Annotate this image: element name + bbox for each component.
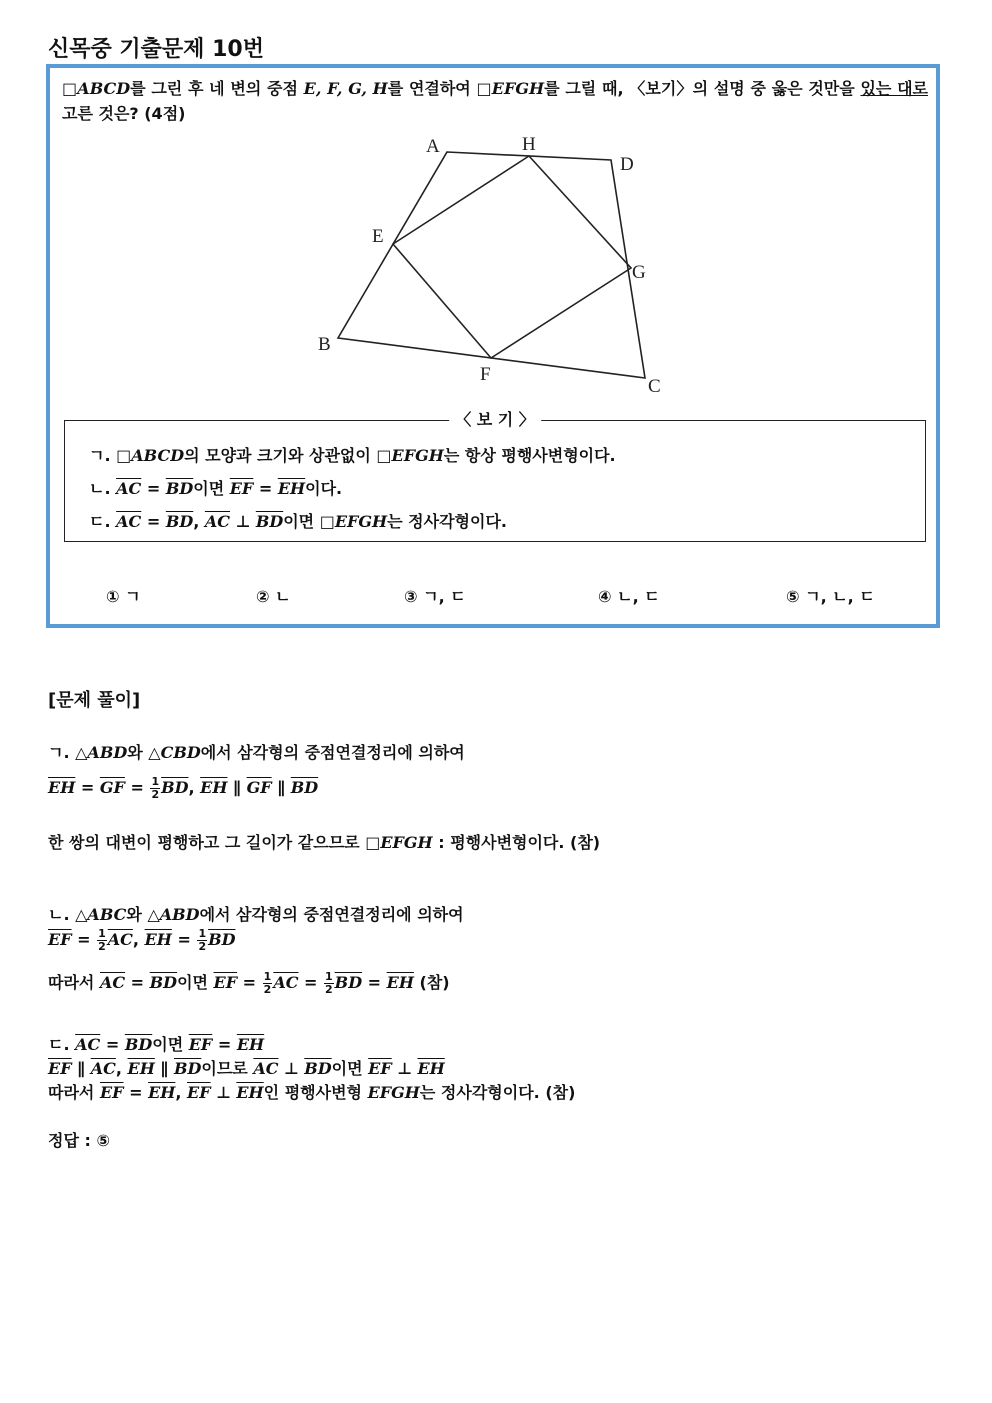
choice-4[interactable]: ④ ㄴ, ㄷ — [598, 587, 660, 606]
bogi-box — [64, 410, 926, 542]
label-c: C — [648, 376, 661, 397]
choice-5[interactable]: ⑤ ㄱ, ㄴ, ㄷ — [786, 587, 875, 606]
label-b: B — [318, 334, 331, 355]
label-a: A — [426, 136, 440, 157]
bogi-item-2: ㄴ. $\overline{AC} = \overline{BD}$이면 $\overline{EF} = \overline{EH}$이다. — [89, 479, 343, 498]
label-d: D — [620, 154, 634, 175]
label-g: G — [632, 262, 646, 283]
question-box — [46, 64, 940, 628]
choice-3[interactable]: ③ ㄱ, ㄷ — [404, 587, 466, 606]
solution-d-line-2: $\overline{EF}$ ∥ $\overline{AC}$, $\overline{EH}$ ∥ $\overline{BD}$이므로 $\overline{AC}$ ⊥ $\overline{BD}$이면 $\overline{EF}$ ⊥ $\overline{EH}$ — [48, 1059, 445, 1078]
label-e: E — [372, 226, 384, 247]
solution-g-line-3: 한 쌍의 대변이 평행하고 그 길이가 같으므로 □EFGH : 평행사변형이다. (참) — [48, 833, 601, 852]
bogi-title: 〈 보 기 〉 — [449, 407, 541, 430]
inner-quadrilateral — [393, 156, 631, 358]
solution-g-line-2: $\overline{EH} = \overline{GF}$ = $\frac{1}{2}$ $\overline{BD}$, $\overline{EH}$ ∥ $\overline{GF}$ ∥ $\overline{BD}$ — [48, 775, 319, 801]
solution-n-line-1: ㄴ. △ABC와 △ABD에서 삼각형의 중점연결정리에 의하여 — [48, 905, 464, 924]
choice-2[interactable]: ② ㄴ — [256, 587, 291, 606]
answer-text: 정답 : ⑤ — [48, 1131, 110, 1150]
solution-n-line-2: $\overline{EF}$ = $\frac{1}{2}$ $\overline{AC}$, $\overline{EH}$ = $\frac{1}{2}$ $\overline{BD}$ — [48, 927, 236, 953]
solution-heading: [문제 풀이] — [48, 690, 141, 711]
bogi-item-1: ㄱ. □ABCD의 모양과 크기와 상관없이 □EFGH는 항상 평행사변형이다. — [89, 446, 616, 465]
choice-1[interactable]: ① ㄱ — [106, 587, 141, 606]
page-title: 신목중 기출문제 10번 — [48, 37, 264, 62]
question-text: □ABCD를 그린 후 네 변의 중점 E, F, G, H를 연결하여 □EFGH를 그릴 때, 〈보기〉의 설명 중 옳은 것만을 있는 대로 고른 것은? (4점) — [62, 79, 929, 123]
bogi-item-3: ㄷ. $\overline{AC} = \overline{BD}$, $\overline{AC}$ ⊥ $\overline{BD}$이면 □EFGH는 정사각형이다. — [89, 512, 507, 531]
fraction-half: $\frac{1}{2}$ — [151, 775, 160, 801]
solution-d-line-1: ㄷ. $\overline{AC} = \overline{BD}$이면 $\overline{EF} = \overline{EH}$ — [48, 1035, 265, 1054]
outer-quadrilateral — [338, 152, 645, 378]
emphasis-text: 있는 대로 — [860, 79, 929, 98]
solution-n-line-3: 따라서 $\overline{AC} = \overline{BD}$이면 $\overline{EF}$ = $\frac{1}{2}$ $\overline{AC}$ = $\frac{1}{2}$ $\overline{BD} = \overline{EH}$ (참) — [48, 970, 450, 996]
label-h: H — [522, 134, 536, 155]
quadrilateral-figure — [50, 68, 936, 408]
solution-d-line-3: 따라서 $\overline{EF} = \overline{EH}$, $\overline{EF}$ ⊥ $\overline{EH}$인 평행사변형 EFGH는 정사각형이다. (참) — [48, 1083, 576, 1102]
label-f: F — [480, 364, 491, 385]
solution-g-line-1: ㄱ. △ABD와 △CBD에서 삼각형의 중점연결정리에 의하여 — [48, 743, 465, 762]
